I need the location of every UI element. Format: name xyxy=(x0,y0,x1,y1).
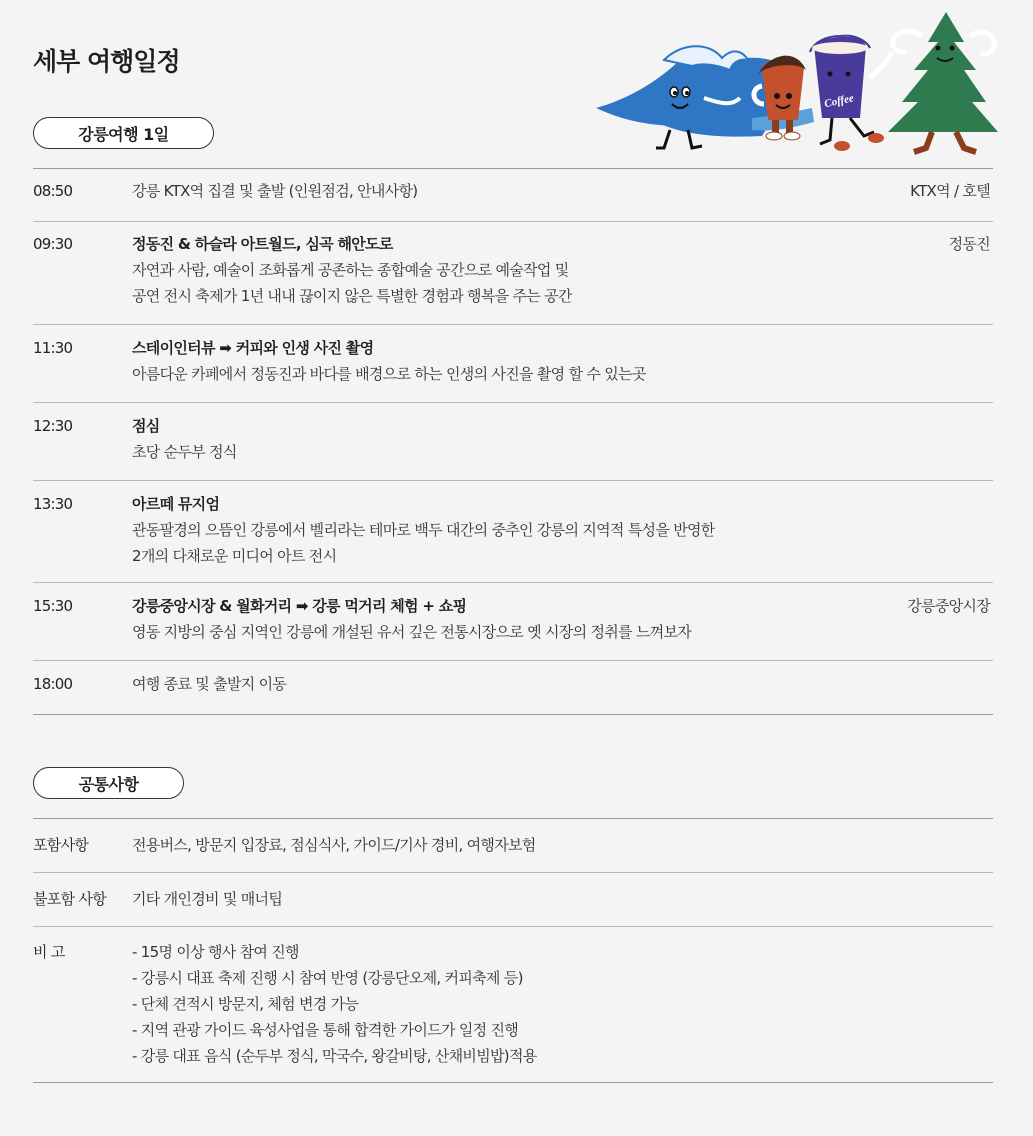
divider xyxy=(33,221,993,222)
info-label: 비 고 xyxy=(33,943,65,961)
schedule-desc: 영동 지방의 중심 지역인 강릉에 개설된 유서 깊은 전통시장으로 옛 시장의 정취를 느껴보자 xyxy=(132,623,692,641)
schedule-time: 09:30 xyxy=(33,235,73,253)
schedule-heading: 강릉 KTX역 집결 및 출발 (인원점검, 안내사항) xyxy=(132,182,418,200)
heading-part: 강릉중앙시장 & 월화거리 xyxy=(132,597,296,615)
arrow-right-icon: ➡ xyxy=(219,339,232,357)
divider xyxy=(33,168,993,169)
divider xyxy=(33,402,993,403)
divider xyxy=(33,660,993,661)
note-item: - 강릉시 대표 축제 진행 시 참여 반영 (강릉단오제, 커피축제 등) xyxy=(132,969,523,987)
schedule-heading: 여행 종료 및 출발지 이동 xyxy=(132,675,287,693)
schedule-place: 강릉중앙시장 xyxy=(907,597,990,615)
schedule-heading xyxy=(132,335,832,361)
heading-part: 스테이인터뷰 xyxy=(132,339,215,357)
schedule-heading: 정동진 & 하슬라 아트월드, 심곡 해안도로 xyxy=(132,235,393,253)
schedule-heading: 점심 xyxy=(132,417,160,435)
divider xyxy=(33,872,993,873)
schedule-heading: 아르떼 뮤지엄 xyxy=(132,495,220,513)
heading-part: 강릉 먹거리 체험 + 쇼핑 xyxy=(312,597,467,615)
section-title-schedule: 강릉여행 1일 xyxy=(33,117,214,149)
schedule-time: 08:50 xyxy=(33,182,73,200)
divider xyxy=(33,926,993,927)
schedule-place: 정동진 xyxy=(948,235,990,253)
divider xyxy=(33,818,993,819)
schedule-place: KTX역 / 호텔 xyxy=(910,182,990,200)
arrow-right-icon: ➡ xyxy=(295,597,308,615)
info-value-list xyxy=(132,939,537,1069)
info-value: 기타 개인경비 및 매너팁 xyxy=(132,890,283,908)
coffee-cup-mascot xyxy=(810,36,892,151)
info-value: 전용버스, 방문지 입장료, 점심식사, 가이드/기사 경비, 여행자보험 xyxy=(132,836,536,854)
schedule-heading xyxy=(132,593,832,619)
divider xyxy=(33,480,993,481)
section-title-common: 공통사항 xyxy=(33,767,184,799)
schedule-time: 15:30 xyxy=(33,597,73,615)
divider xyxy=(33,714,993,715)
divider xyxy=(33,1082,993,1083)
schedule-desc: 공연 전시 축제가 1년 내내 끊이지 않은 특별한 경험과 행복을 주는 공간 xyxy=(132,287,572,305)
note-item: - 강릉 대표 음식 (순두부 정식, 막국수, 왕갈비탕, 산채비빔밥)적용 xyxy=(132,1047,537,1065)
pine-tree-mascot xyxy=(888,12,998,152)
schedule-desc: 초당 순두부 정식 xyxy=(132,443,237,461)
cup-label: Coffee xyxy=(823,92,855,111)
page-title: 세부 여행일정 xyxy=(33,47,180,76)
schedule-time: 18:00 xyxy=(33,675,73,693)
schedule-time: 13:30 xyxy=(33,495,73,513)
schedule-desc: 자연과 사람, 예술이 조화롭게 공존하는 종합예술 공간으로 예술작업 및 xyxy=(132,261,569,279)
divider xyxy=(33,582,993,583)
note-item: - 단체 견적시 방문지, 체험 변경 가능 xyxy=(132,995,359,1013)
note-item: - 15명 이상 행사 참여 진행 xyxy=(132,943,299,961)
note-item: - 지역 관광 가이드 육성사업을 통해 합격한 가이드가 일정 진행 xyxy=(132,1021,519,1039)
schedule-desc: 관동팔경의 으뜸인 강릉에서 벨리라는 테마로 백두 대간의 중추인 강릉의 지역적 특성을 반영한 xyxy=(132,521,715,539)
schedule-time: 12:30 xyxy=(33,417,73,435)
schedule-time: 11:30 xyxy=(33,339,73,357)
schedule-desc: 아름다운 카페에서 정동진과 바다를 배경으로 하는 인생의 사진을 촬영 할 수 있는곳 xyxy=(132,365,646,383)
info-label: 포함사항 xyxy=(33,836,89,854)
info-label: 불포함 사항 xyxy=(33,890,107,908)
gangneung-mascot-illustration xyxy=(592,8,1000,160)
schedule-desc: 2개의 다채로운 미디어 아트 전시 xyxy=(132,547,337,565)
divider xyxy=(33,324,993,325)
heading-part: 커피와 인생 사진 촬영 xyxy=(235,339,374,357)
